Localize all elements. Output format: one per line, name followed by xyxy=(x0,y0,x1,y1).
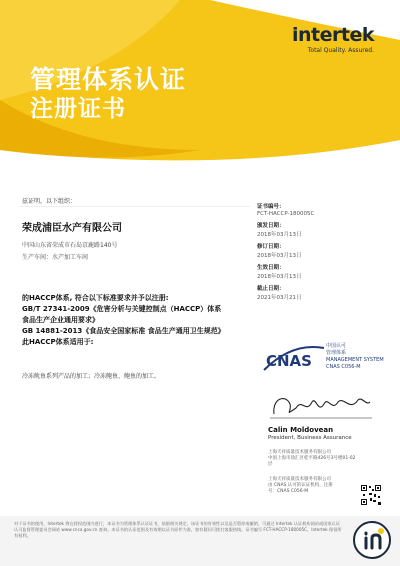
standard-1-cont: 食品生产企业通用要求》 xyxy=(22,316,99,324)
issuer-line-2: 中国上海市徐汇区桂平路426号3号楼01-02层 xyxy=(268,456,356,467)
issuer-line-3: 上海天祥质量技术服务有限公司 xyxy=(268,477,331,482)
company-address: 中国山东省荣成市石岛京鹿路140号 xyxy=(22,242,118,249)
intertek-badge-icon xyxy=(352,520,392,560)
scope-text: 冷冻鱿鱼系列产品的加工；冷冻鲍鱼、鲍鱼的加工。 xyxy=(22,373,161,380)
effective-label: 生效日期： xyxy=(257,265,285,271)
production-site: 生产车间：水产加工车间 xyxy=(22,254,89,261)
signatory-title: President, Business Assurance xyxy=(268,435,352,441)
effective-date: 2018年03月13日 xyxy=(257,274,302,280)
certificate-title: 管理体系认证 xyxy=(30,65,187,94)
cert-no-label: 证书编号： xyxy=(257,204,285,210)
issuer-line-4: 由 CNAS 认可的认证机构，注册 xyxy=(268,483,333,488)
cert-no: FCT-HACCP-180005C xyxy=(257,211,315,217)
cnas-caption xyxy=(326,343,384,371)
cnas-cn2: 管理体系 xyxy=(326,350,347,356)
revision-date: 2018年03月13日 xyxy=(257,253,302,259)
standard-2: GB 14881-2013《食品安全国家标准 食品生产通用卫生规范》 xyxy=(22,327,225,335)
certificate-details xyxy=(257,198,377,301)
revision-label: 修订日期： xyxy=(257,244,285,250)
issuer-address-1 xyxy=(268,450,358,468)
footer-text: 对于证书的使用，Intertek 将在授权范围内进行，本证书为管理体系认证证书，依据相关规定。该证书的有效性以及是否暂停或撤销，可通过 Intertek 认证机构网站或国家认证认可监督管理委员会网站 www.cnca.gov.cn 查询。本证书的认证范围及有效期以证书原件为准，如有疑问可拨打客服热线。证书编号 FCT-HACCP-180005C，Intertek 保留所有权利。 xyxy=(14,521,342,538)
company-name: 荣成浦臣水产有限公司 xyxy=(22,223,122,234)
brand-wordmark: intertek xyxy=(292,24,374,46)
expiry-label: 截止日期： xyxy=(257,286,285,292)
standards-outro: 此HACCP体系适用于: xyxy=(22,338,94,346)
standards-block xyxy=(22,293,262,348)
signature-image xyxy=(266,388,376,424)
issue-date: 2018年03月13日 xyxy=(257,232,302,238)
issuer-address-2 xyxy=(268,477,358,495)
issue-label: 颁发日期： xyxy=(257,223,285,229)
signatory-name: Calin Moldovean xyxy=(268,426,334,434)
cnas-cn: 中国认可 xyxy=(326,343,347,349)
standard-1: GB/T 27341-2009《危害分析与关键控制点（HACCP）体系 xyxy=(22,305,222,313)
expiry-date: 2021年03月21日 xyxy=(257,295,302,301)
cnas-en2: CNAS C056-M xyxy=(326,364,361,370)
qr-code xyxy=(360,484,382,506)
standards-intro: 的HACCP体系, 符合以下标准要求并予以注册: xyxy=(22,294,169,302)
brand-tagline: Total Quality. Assured. xyxy=(307,47,374,54)
certify-line: 兹证明，以下组织： xyxy=(22,198,77,205)
divider xyxy=(20,206,250,207)
issuer-line-5: 号：CNAS C056-M xyxy=(268,489,309,494)
intertek-logo xyxy=(292,24,374,54)
svg-text:CNAS: CNAS xyxy=(266,352,312,370)
cnas-en1: MANAGEMENT SYSTEM xyxy=(326,357,384,363)
certificate-subtitle: 注册证书 xyxy=(30,96,126,122)
issuer-line-1: 上海天祥质量技术服务有限公司 xyxy=(268,450,331,455)
